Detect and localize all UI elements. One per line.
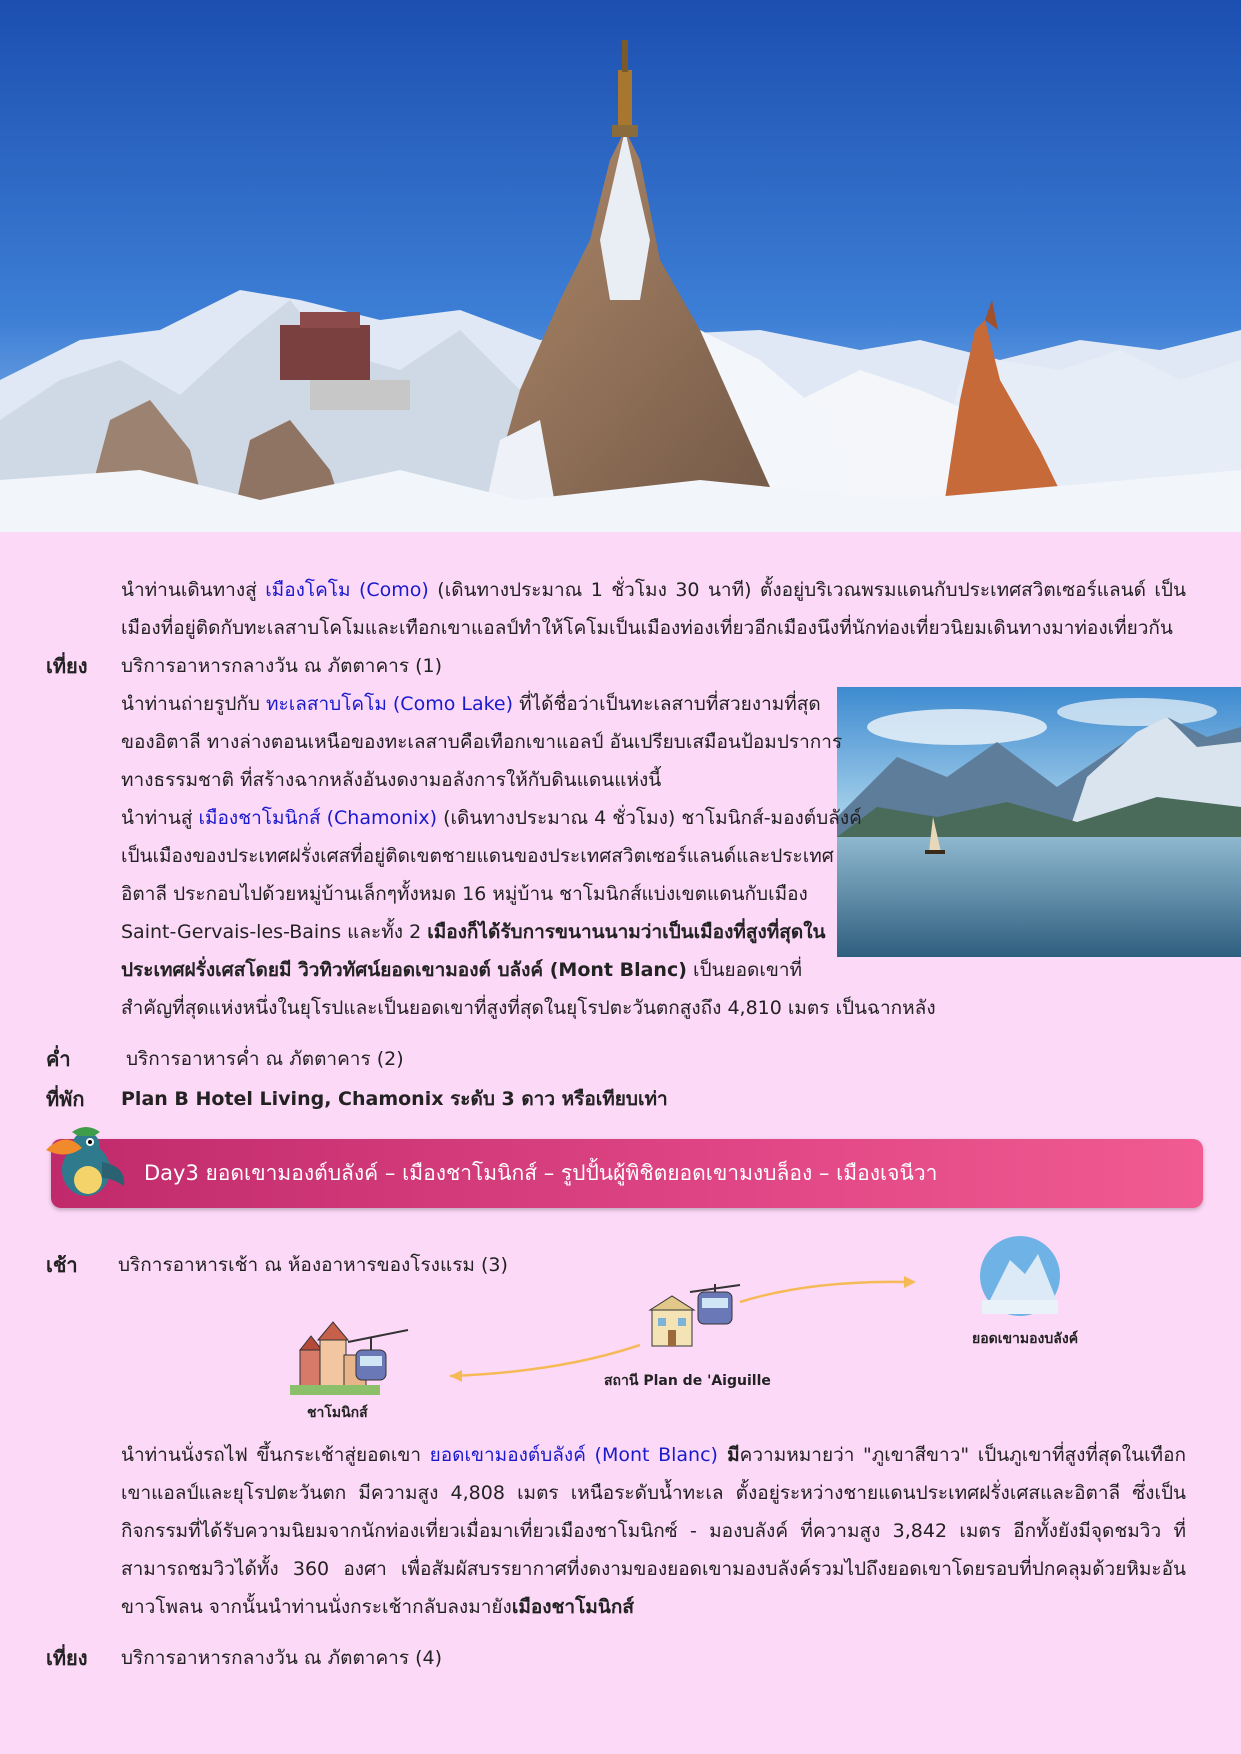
station-gondola-icon [690, 1284, 740, 1324]
lunch2-label: เที่ยง [46, 1646, 88, 1670]
como-city-highlight: เมืองโคโม (Como) [265, 579, 429, 601]
lake-text: นำท่านถ่ายรูปกับ [121, 693, 267, 715]
dinner-label: ค่ำ [46, 1047, 71, 1071]
dinner-text: บริการอาหารค่ำ ณ ภัตตาคาร (2) [126, 1048, 404, 1070]
route-label-montblanc: ยอดเขามองบลังค์ [972, 1331, 1079, 1347]
chamonix-text-continued: (เดินทางประมาณ 4 ชั่วโมง) ชาโมนิกส์-มองต์บลังค์ [437, 807, 862, 829]
lunch1-text: บริการอาหารกลางวัน ณ ภัตตาคาร (1) [121, 655, 442, 677]
montblanc-peak-icon [980, 1236, 1060, 1316]
lake-line-2: ของอิตาลี ทางล่างตอนเหนือของทะเลสาบคือเทือกเขาแอลป์ อันเปรียบเสมือนป้อมปราการ [121, 731, 843, 753]
lunch2-text: บริการอาหารกลางวัน ณ ภัตตาคาร (4) [121, 1647, 442, 1669]
station-building-icon [650, 1296, 694, 1346]
montblanc-bold: มี [717, 1444, 740, 1466]
montblanc-highlight: ยอดเขามองต์บลังค์ (Mont Blanc) [429, 1444, 718, 1466]
hotel-label: ที่พัก [46, 1087, 85, 1111]
montblanc-text: นำท่านนั่งรถไฟ ขึ้นกระเช้าสู่ยอดเขา [121, 1444, 430, 1466]
chamonix-city-highlight: เมืองชาโมนิกส์ (Chamonix) [198, 807, 438, 829]
lake-line-1 [121, 685, 821, 723]
chamonix-line-5 [121, 951, 802, 989]
day3-title: Day3 ยอดเขามองต์บลังค์ – เมืองชาโมนิกส์ – รูปปั้นผู้พิชิตยอดเขามงบล็อง – เมืองเจนีวา [144, 1161, 938, 1185]
toucan-mascot-icon [42, 1122, 130, 1202]
como-lake-highlight: ทะเลสาบโคโม (Como Lake) [266, 693, 514, 715]
intro-text: นำท่านเดินทางสู่ [121, 579, 266, 601]
lake-line-3: ทางธรรมชาติ ที่สร้างฉากหลังอันงดงามอลังการให้กับดินแดนแห่งนี้ [121, 769, 662, 791]
chamonix-text-5b: เป็นยอดเขาที่ [686, 959, 803, 981]
day3-banner [51, 1139, 1203, 1208]
route-label-chamonix: ชาโมนิกส์ [307, 1405, 368, 1421]
breakfast-text: บริการอาหารเช้า ณ ห้องอาหารของโรงแรม (3) [118, 1254, 508, 1276]
route-diagram [290, 1230, 1090, 1430]
chamonix-gondola-icon [348, 1330, 408, 1380]
montblanc-paragraph [121, 1436, 1186, 1626]
route-arrow-to-montblanc [740, 1282, 910, 1302]
montblanc-body: ความหมายว่า "ภูเขาสีขาว" เป็นภูเขาที่สูงที่สุดในเทือกเขาแอลป์และยุโรปตะวันตก มีความสูง 4,808 เมตร เหนือระดับน้ำทะเล ตั้งอยู่ระหว่างชายแดนประเทศฝรั่งเศสและอิตาลี ซึ่งเป็นกิจกรรมที่ได้รับความนิยมจากนักท่องเที่ยวเมื่อมาเที่ยวเมืองชาโมนิกซ์ - มองบลังค์ ที่ความสูง 3,842 เมตร อีกทั้งยังมีจุดชมวิว ที่สามารถชมวิวได้ทั้ง 360 องศา เพื่อสัมผัสบรรยากาศที่งดงามของยอดเขามองบลังค์รวมไปถึงยอดเขาโดยรอบที่ปกคลุมด้วยหิมะอันขาวโพลน จากนั้นนำท่านนั่งกระเช้ากลับลงมายัง [121, 1444, 1187, 1618]
chamonix-line-2: เป็นเมืองของประเทศฝรั่งเศสที่อยู่ติดเขตชายแดนของประเทศสวิตเซอร์แลนด์และประเทศ [121, 845, 834, 867]
chamonix-line-4 [121, 913, 826, 951]
como-lake-image [837, 687, 1241, 957]
chamonix-line-1 [121, 799, 862, 837]
breakfast-label: เช้า [46, 1253, 78, 1277]
chamonix-bold-5a: ประเทศฝรั่งเศสโดยมี วิวทิวทัศน์ยอดเขามองต์ บลังค์ (Mont Blanc) [121, 959, 687, 981]
chamonix-line-3: อิตาลี ประกอบไปด้วยหมู่บ้านเล็กๆทั้งหมด 16 หมู่บ้าน ชาโมนิกส์แบ่งเขตแดนกับเมือง [121, 883, 808, 905]
lunch1-label: เที่ยง [46, 654, 88, 678]
route-label-station: สถานี Plan de 'Aiguille [604, 1373, 771, 1389]
chamonix-line-6: สำคัญที่สุดแห่งหนึ่งในยุโรปและเป็นยอดเขาที่สูงที่สุดในยุโรปตะวันตกสูงถึง 4,810 เมตร เป็นฉากหลัง [121, 997, 936, 1019]
hotel-text: Plan B Hotel Living, Chamonix ระดับ 3 ดาว หรือเทียบเท่า [121, 1088, 668, 1110]
intro-paragraph [121, 571, 1186, 647]
chamonix-text: นำท่านสู่ [121, 807, 199, 829]
montblanc-end: เมืองชาโมนิกส์ [511, 1596, 634, 1618]
chamonix-bold-4b: เมืองก็ได้รับการขนานนามว่าเป็นเมืองที่สูงที่สุดใน [427, 921, 826, 943]
hero-image [0, 0, 1241, 532]
chamonix-text-4a: Saint-Gervais-les-Bains และทั้ง 2 [121, 921, 428, 943]
lake-text-continued: ที่ได้ชื่อว่าเป็นทะเลสาบที่สวยงามที่สุด [513, 693, 821, 715]
intro-text-continued: (เดินทางประมาณ 1 ชั่วโมง 30 นาที) ตั้งอยู่บริเวณพรมแดนกับประเทศสวิตเซอร์แลนด์ เป็นเมืองที่อยู่ติดกับทะเลสาบโคโมและเทือกเขาแอลป์ทำให้โคโมเป็นเมืองท่องเที่ยวอีกเมืองนึงที่นักท่องเที่ยวนิยมเดินทางมาท่องเที่ยวกัน [121, 579, 1186, 639]
